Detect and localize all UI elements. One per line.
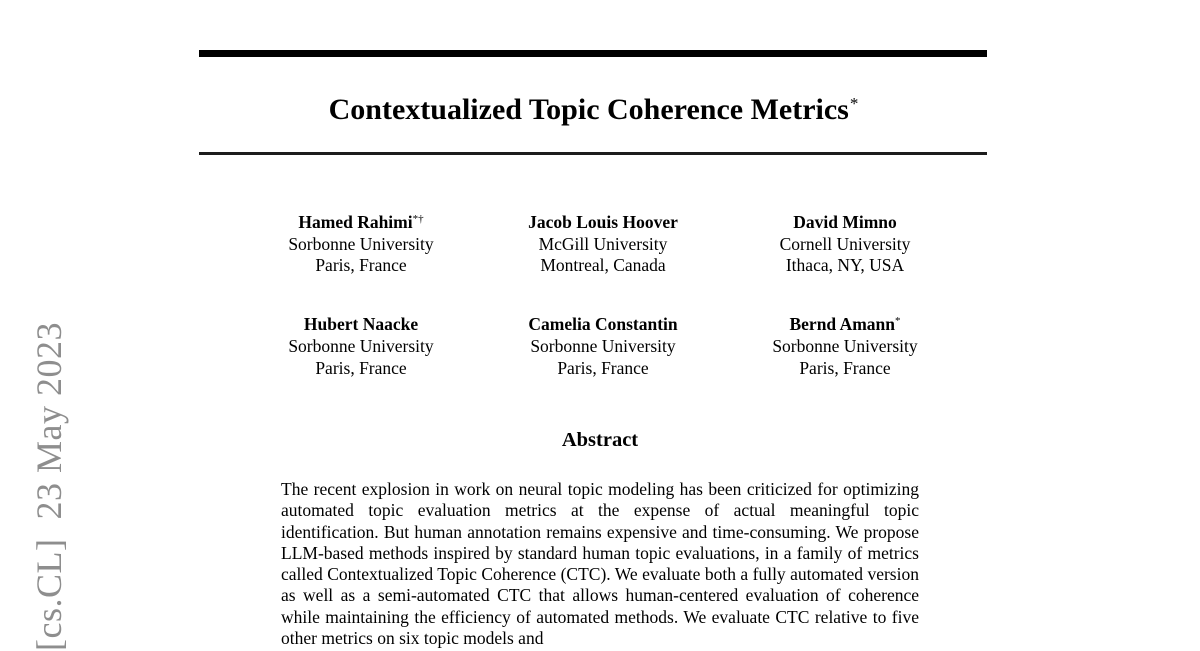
author-footnote-marker: * xyxy=(895,315,901,328)
author-block xyxy=(482,209,724,277)
author-name-text: Jacob Louis Hoover xyxy=(528,212,678,232)
title-rule-top xyxy=(199,50,987,57)
author-location: Paris, France xyxy=(799,357,891,378)
author-name-text: Bernd Amann xyxy=(789,314,895,335)
abstract-heading: Abstract xyxy=(561,429,639,451)
author-affiliation: Sorbonne University xyxy=(288,233,434,254)
author-block xyxy=(240,311,482,379)
author-name xyxy=(482,209,724,234)
author-location: Paris, France xyxy=(557,357,649,378)
author-affiliation: McGill University xyxy=(538,233,668,254)
author-block xyxy=(724,311,966,379)
author-affiliation: Sorbonne University xyxy=(288,335,434,356)
author-name xyxy=(240,311,482,336)
author-name xyxy=(724,311,966,336)
author-name-text: David Mimno xyxy=(793,212,897,232)
paper-title-text: Contextualized Topic Coherence Metrics xyxy=(328,93,849,126)
title-footnote-marker: * xyxy=(849,94,859,113)
abstract-text: The recent explosion in work on neural topic modeling has been criticized for optimizing automated topic evaluation metrics at the expense of actual meaningful topic identification. But human annotation remains expensive and time-consuming. We propose LLM-based methods inspired by standard human topic evaluations, in a family of metrics called Contextualized Topic Coherence (CTC). We evaluate both a fully automated version as well as a semi-automated CTC that allows human-centered evaluation of coherence while maintaining the efficiency of automated methods. We evaluate CTC relative to five other metrics on six topic models and xyxy=(281,479,919,649)
author-name xyxy=(240,209,482,234)
author-footnote-marker: *† xyxy=(412,213,424,225)
paper-title xyxy=(200,86,987,128)
author-block xyxy=(724,209,966,277)
author-name xyxy=(724,209,966,234)
author-affiliation: Cornell University xyxy=(779,233,911,254)
title-rule-bottom xyxy=(199,152,987,155)
author-name-text: Hamed Rahimi xyxy=(298,212,413,232)
author-location: Paris, France xyxy=(315,357,407,378)
author-affiliation: Sorbonne University xyxy=(772,335,918,356)
author-name xyxy=(482,311,724,336)
author-location: Ithaca, NY, USA xyxy=(785,255,905,276)
author-block xyxy=(482,311,724,379)
author-location: Montreal, Canada xyxy=(540,255,666,276)
authors-block xyxy=(240,209,966,379)
author-name-text: Hubert Naacke xyxy=(303,314,419,335)
author-block xyxy=(240,209,482,277)
author-name-text: Camelia Constantin xyxy=(528,314,678,335)
arxiv-category-stamp: [cs.CL] 23 May 2023 xyxy=(29,322,69,651)
author-affiliation: Sorbonne University xyxy=(530,335,676,356)
author-location: Paris, France xyxy=(315,255,407,276)
